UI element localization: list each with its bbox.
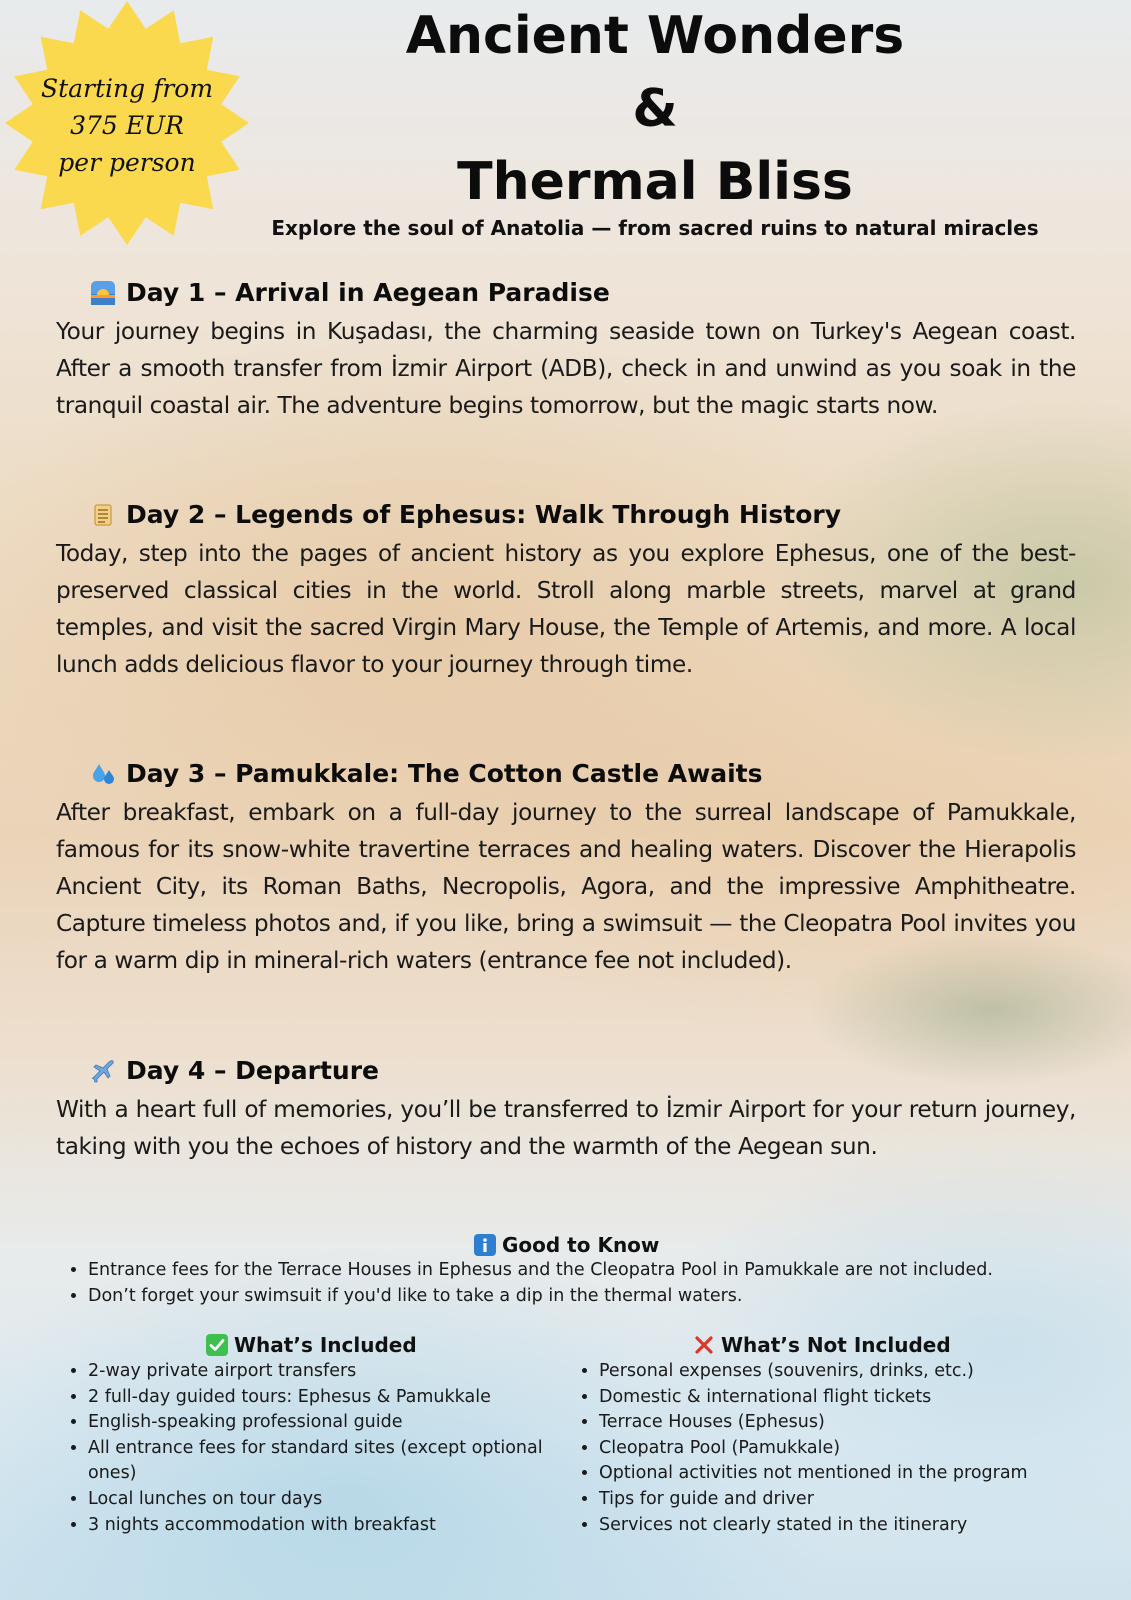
- day-3-text: After breakfast, embark on a full-day journey to the surreal landscape of Pamukkale, famous for its snow-white travertine terraces and healing waters. Discover the Hierapolis Ancient City, its Roman Baths, Necropolis, Agora, and the impressive Amphitheatre. Capture timeless photos and, if you like, bring a swimsuit — the Cleopatra Pool invites you for a warm dip in mineral-rich waters (entrance fee not included).: [56, 799, 1076, 974]
- not-included-heading: [693, 1333, 951, 1357]
- list-item: • Local lunches on tour days: [88, 1487, 578, 1513]
- list-item: • Personal expenses (souvenirs, drinks, etc.): [599, 1359, 1131, 1385]
- day-3-section: [56, 759, 1076, 979]
- list-item: • Tips for guide and driver: [599, 1487, 1131, 1513]
- badge-line-3: per person: [58, 148, 196, 177]
- not-included-list: [567, 1359, 1131, 1538]
- day-3-title: Day 3 – Pamukkale: The Cotton Castle Awaits: [126, 759, 763, 788]
- page-title: [300, 0, 1010, 219]
- list-item: • Terrace Houses (Ephesus): [599, 1410, 1131, 1436]
- included-title: What’s Included: [234, 1333, 417, 1357]
- check-icon: [206, 1334, 228, 1356]
- day-3-heading: [90, 759, 1076, 788]
- info-icon: [474, 1234, 496, 1256]
- page-subtitle: Explore the soul of Anatolia — from sacred ruins to natural miracles: [271, 216, 1039, 240]
- day-4-title: Day 4 – Departure: [126, 1056, 379, 1085]
- cross-icon: [693, 1334, 715, 1356]
- good-to-know-list: [56, 1258, 1131, 1309]
- list-item: • English-speaking professional guide: [88, 1410, 578, 1436]
- airplane-icon: [90, 1058, 116, 1084]
- list-item: • Optional activities not mentioned in the program: [599, 1461, 1131, 1487]
- sunrise-icon: [90, 280, 116, 306]
- list-item: • Don’t forget your swimsuit if you'd like to take a dip in the thermal waters.: [88, 1284, 1131, 1310]
- day-4-heading: [90, 1056, 1076, 1085]
- title-line-2: &: [632, 79, 678, 139]
- title-line-1: Ancient Wonders: [405, 6, 905, 66]
- included-heading: [206, 1333, 417, 1357]
- good-to-know-title: Good to Know: [502, 1233, 660, 1257]
- good-to-know-heading: [474, 1233, 659, 1257]
- list-item: • 2 full-day guided tours: Ephesus & Pamukkale: [88, 1385, 578, 1411]
- list-item: • Cleopatra Pool (Pamukkale): [599, 1436, 1131, 1462]
- day-1-text: Your journey begins in Kuşadası, the charming seaside town on Turkey's Aegean coast. After a smooth transfer from İzmir Airport (ADB), check in and unwind as you soak in the tranquil coastal air. The adventure begins tomorrow, but the magic starts now.: [56, 318, 1076, 419]
- list-item: • 2-way private airport transfers: [88, 1359, 578, 1385]
- day-1-heading: [90, 278, 1076, 307]
- day-2-heading: [90, 500, 1076, 529]
- list-item: • 3 nights accommodation with breakfast: [88, 1513, 578, 1539]
- day-2-section: [56, 500, 1076, 683]
- title-line-3: Thermal Bliss: [457, 152, 853, 212]
- list-item: • Entrance fees for the Terrace Houses in Ephesus and the Cleopatra Pool in Pamukkale are not included.: [88, 1258, 1131, 1284]
- day-1-section: [56, 278, 1076, 424]
- badge-line-1: Starting from: [40, 74, 214, 103]
- not-included-title: What’s Not Included: [721, 1333, 951, 1357]
- water-drops-icon: [90, 761, 116, 787]
- badge-price: 375 EUR: [70, 111, 184, 140]
- price-badge: [4, 0, 250, 246]
- included-list: [56, 1359, 578, 1538]
- day-4-section: [56, 1056, 1076, 1165]
- list-item: • Services not clearly stated in the itinerary: [599, 1513, 1131, 1539]
- day-2-text: Today, step into the pages of ancient history as you explore Ephesus, one of the best-preserved classical cities in the world. Stroll along marble streets, marvel at grand temples, and visit the sacred Virgin Mary House, the Temple of Artemis, and more. A local lunch adds delicious flavor to your journey through time.: [56, 540, 1076, 678]
- day-1-title: Day 1 – Arrival in Aegean Paradise: [126, 278, 610, 307]
- scroll-icon: [90, 502, 116, 528]
- day-4-text: With a heart full of memories, you’ll be transferred to İzmir Airport for your return journey, taking with you the echoes of history and the warmth of the Aegean sun.: [56, 1096, 1076, 1160]
- list-item: • Domestic & international flight tickets: [599, 1385, 1131, 1411]
- list-item: • All entrance fees for standard sites (except optional ones): [88, 1436, 578, 1487]
- day-2-title: Day 2 – Legends of Ephesus: Walk Through History: [126, 500, 842, 529]
